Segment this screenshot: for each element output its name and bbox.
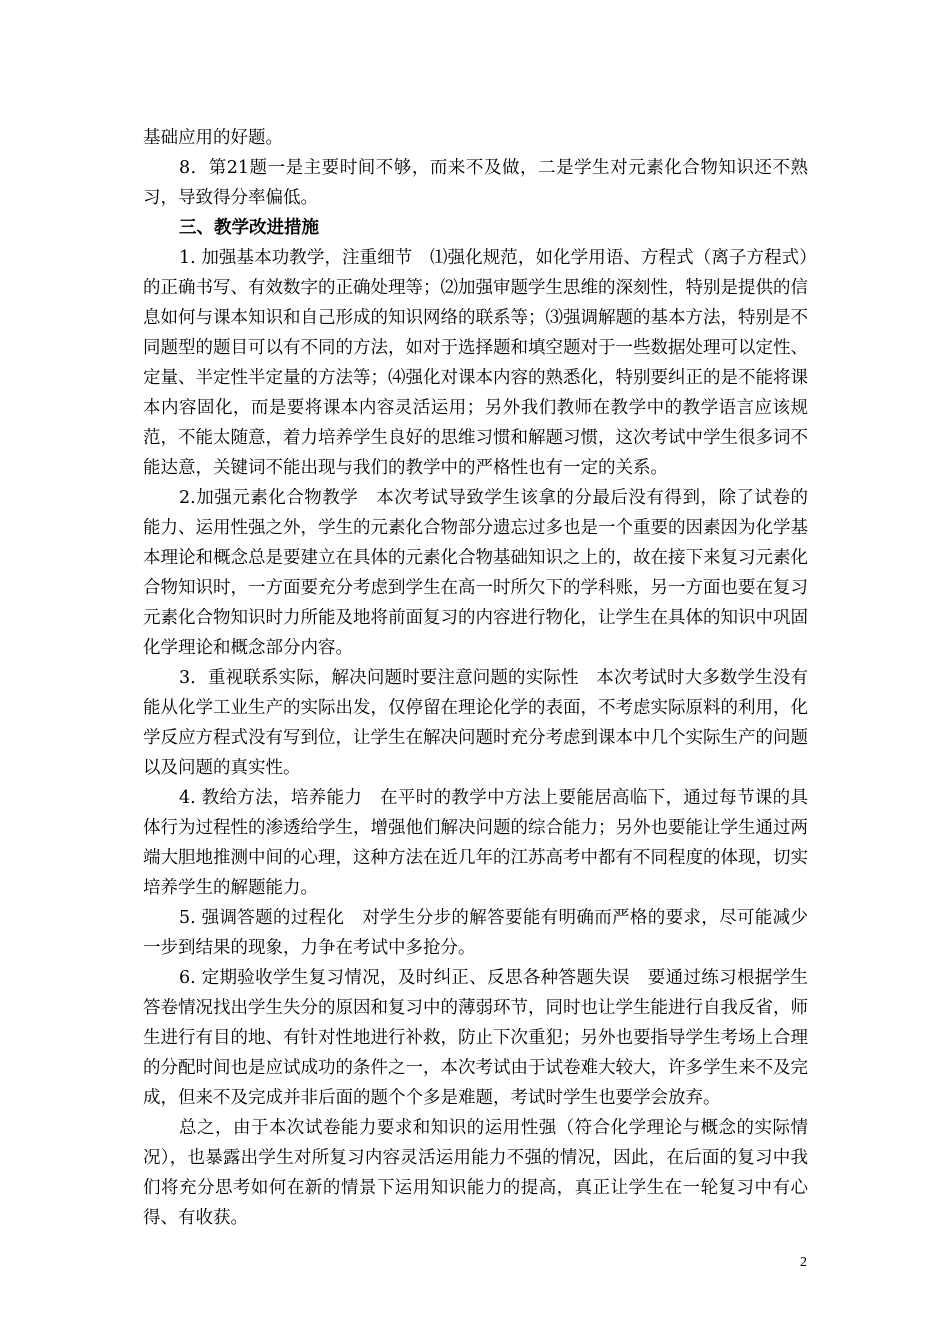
paragraph-measure-4: 4. 教给方法，培养能力 在平时的教学中方法上要能居高临下，通过每节课的具体行为过程性的渗透给学生，增强他们解决问题的综合能力；另外也要能让学生通过两端大胆地推测中间的心理，这种方法在近几年的江苏高考中都有不同程度的体现，切实培养学生的解题能力。: [143, 788, 808, 898]
paragraph-item-8: 8．第21题一是主要时间不够，而来不及做，二是学生对元素化合物知识还不熟习，导致得分率偏低。: [143, 158, 808, 208]
paragraph-measure-6: 6. 定期验收学生复习情况，及时纠正、反思各种答题失误 要通过练习根据学生答卷情况找出学生失分的原因和复习中的薄弱环节，同时也让学生能进行自我反省，师生进行有目的地、有针对性地进行补救，防止下次重犯；另外也要指导学生考场上合理的分配时间也是应试成功的条件之一，本次考试由于试卷难大较大，许多学生来不及完成，但来不及完成并非后面的题个个多是难题，考试时学生也要学会放弃。: [143, 968, 808, 1108]
paragraph-intro-tail: 基础应用的好题。: [143, 128, 283, 148]
paragraph-conclusion: 总之，由于本次试卷能力要求和知识的运用性强（符合化学理论与概念的实际情况），也暴露出学生对所复习内容灵活运用能力不强的情况，因此，在后面的复习中我们将充分思考如何在新的情景下运用知识能力的提高，真正让学生在一轮复习中有心得、有收获。: [143, 1118, 808, 1228]
page-number: 2: [800, 1255, 807, 1270]
paragraph-measure-2: 2.加强元素化合物教学 本次考试导致学生该拿的分最后没有得到，除了试卷的能力、运用性强之外，学生的元素化合物部分遗忘过多也是一个重要的因素因为化学基本理论和概念总是要建立在具体的元素化合物基础知识之上的，故在接下来复习元素化合物知识时，一方面要充分考虑到学生在高一时所欠下的学科账，另一方面也要在复习元素化合物知识时力所能及地将前面复习的内容进行物化，让学生在具体的知识中巩固化学理论和概念部分内容。: [143, 488, 808, 658]
paragraph-measure-3: 3．重视联系实际，解决问题时要注意问题的实际性 本次考试时大多数学生没有能从化学工业生产的实际出发，仅停留在理论化学的表面，不考虑实际原料的利用，化学反应方程式没有写到位，让学生在解决问题时充分考虑到课本中几个实际生产的问题以及问题的真实性。: [143, 668, 808, 778]
document-body: [143, 123, 808, 1233]
section-heading: 三、教学改进措施: [179, 218, 319, 238]
paragraph-measure-5: 5. 强调答题的过程化 对学生分步的解答要能有明确而严格的要求，尽可能减少一步到结果的现象，力争在考试中多抢分。: [143, 908, 808, 958]
paragraph-measure-1: 1. 加强基本功教学，注重细节 ⑴强化规范，如化学用语、方程式（离子方程式）的正确书写、有效数字的正确处理等；⑵加强审题学生思维的深刻性，特别是提供的信息如何与课本知识和自己形成的知识网络的联系等；⑶强调解题的基本方法，特别是不同题型的题目可以有不同的方法，如对于选择题和填空题对于一些数据处理可以定性、定量、半定性半定量的方法等；⑷强化对课本内容的熟悉化，特别要纠正的是不能将课本内容固化，而是要将课本内容灵活运用；另外我们教师在教学中的教学语言应该规范，不能太随意，着力培养学生良好的思维习惯和解题习惯，这次考试中学生很多词不能达意，关键词不能出现与我们的教学中的严格性也有一定的关系。: [143, 248, 808, 478]
